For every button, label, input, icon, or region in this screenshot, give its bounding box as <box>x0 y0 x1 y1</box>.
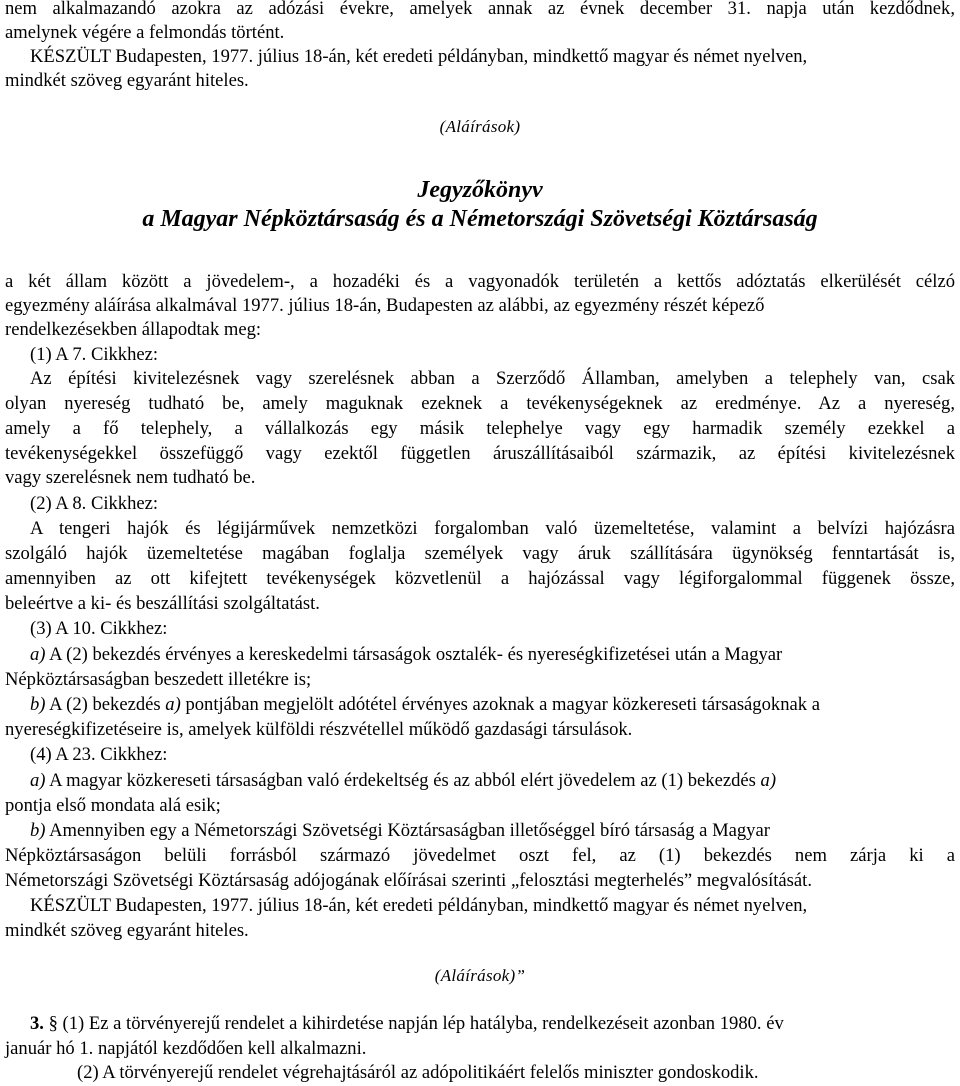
closing-line-1: KÉSZÜLT Budapesten, 1977. július 18-án, két eredeti példányban, mindkettő magyar és német nyelven, <box>30 895 808 916</box>
item-marker: b) <box>30 820 46 841</box>
paragraph-number: 3. <box>30 1013 44 1034</box>
section-1-line: olyan nyereség tudható be, amely maguknak ezeknek a tevékenységeknek az eredménye. Az a nyereség, <box>5 393 955 414</box>
section-4-b-line-3: Németországi Szövetségi Köztársaság adójogának előírásai szerinti „felosztási megterhelés” megvalósítását. <box>5 870 812 891</box>
section-3-paragraph-line-3: (2) A törvényerejű rendelet végrehajtásáról az adópolitikáért felelős miniszter gondoskodik. <box>77 1062 759 1083</box>
signatures-note: (Aláírások) <box>439 117 521 136</box>
section-1-line: tevékenységekkel összefüggő vagy ezektől független áruszállításaiból származik, az építési kivitelezésnek <box>5 443 955 464</box>
section-2-line: A tengeri hajók és légijárművek nemzetközi forgalomban való üzemeltetése, valamint a belvízi hajózásra <box>30 518 955 539</box>
section-2-line: szolgáló hajók üzemeltetése magában foglalja személyek vagy áruk szállítására ügynökség fenntartását is, <box>5 543 955 564</box>
section-3-a-line-2: Népköztársaságban beszedett illetékre is; <box>5 669 312 690</box>
intro-line-1: nem alkalmazandó azokra az adózási évekre, amelyek annak az évnek december 31. napja után kezdődnek, <box>5 0 955 19</box>
closing-line-2: mindkét szöveg egyaránt hiteles. <box>5 920 249 941</box>
intro-line-2: amelynek végére a felmondás történt. <box>5 22 285 43</box>
section-4-heading: (4) A 23. Cikkhez: <box>30 744 168 765</box>
item-reference: a) <box>165 694 181 715</box>
section-3-paragraph-line: 3. § (1) Ez a törvényerejű rendelet a kihirdetése napján lép hatályba, rendelkezéseit azonban 1980. év <box>30 1013 784 1034</box>
section-2-line: amennyiben az ott kifejtett tevékenységek közvetlenül a hajózással vagy légiforgalommal függenek össze, <box>5 568 955 589</box>
item-marker: a) <box>30 644 46 665</box>
protocol-paragraph-line: rendelkezésekben állapodtak meg: <box>5 319 262 340</box>
section-4-b-line: b) Amennyiben egy a Németországi Szövetségi Köztársaságban illetőséggel bíró társaság a Magyar <box>30 820 770 841</box>
intro-line-3: KÉSZÜLT Budapesten, 1977. július 18-án, két eredeti példányban, mindkettő magyar és német nyelven, <box>30 46 808 67</box>
item-marker: a) <box>30 770 46 791</box>
section-1-line: Az építési kivitelezésnek vagy szerelésnek abban a Szerződő Államban, amelyben a telephely van, csak <box>30 368 955 389</box>
section-4-a-line: a) A magyar közkereseti társaságban való érdekeltség és az abból elért jövedelem az (1) bekezdés a) <box>30 770 777 791</box>
section-1-heading: (1) A 7. Cikkhez: <box>30 344 159 365</box>
section-2-heading: (2) A 8. Cikkhez: <box>30 493 159 514</box>
intro-line-4: mindkét szöveg egyaránt hiteles. <box>5 70 249 91</box>
paragraph-sign: § <box>48 1013 58 1034</box>
signatures-note-end: (Aláírások)” <box>434 966 526 985</box>
section-1-line: amely a fő telephely, a vállalkozás egy másik telephelye vagy egy harmadik személy ezekkel a <box>5 418 955 439</box>
protocol-title: Jegyzőkönyv <box>417 177 543 203</box>
item-reference: a) <box>760 770 777 791</box>
section-3-b-line: b) A (2) bekezdés a) pontjában megjelölt adótétel érvényes azoknak a magyar közkereseti társaságoknak a <box>30 694 820 715</box>
protocol-subtitle: a Magyar Népköztársaság és a Németországi Szövetségi Köztársaság <box>142 206 818 232</box>
section-4-a-line-2: pontja első mondata alá esik; <box>5 795 221 816</box>
protocol-paragraph-line: a két állam között a jövedelem-, a hozadéki és a vagyonadók területén a kettős adóztatás elkerülését célzó <box>5 271 955 292</box>
section-4-b-line-2: Népköztársaságon belüli forrásból származó jövedelmet oszt fel, az (1) bekezdés nem zárja ki a <box>5 845 955 866</box>
section-2-line: beleértve a ki- és beszállítási szolgáltatást. <box>5 593 320 614</box>
section-3-paragraph-line-2: január hó 1. napjától kezdődően kell alkalmazni. <box>5 1038 367 1059</box>
section-3-b-line-2: nyereségkifizetéseire is, amelyek külföldi részvétellel működő gazdasági társulások. <box>5 719 633 740</box>
protocol-paragraph-line: egyezmény aláírása alkalmával 1977. július 18-án, Budapesten az alábbi, az egyezmény részét képező <box>5 295 765 316</box>
section-3-a-line: a) A (2) bekezdés érvényes a kereskedelmi társaságok osztalék- és nyereségkifizetései után a Magyar <box>30 644 783 665</box>
section-1-line: vagy szerelésnek nem tudható be. <box>5 467 256 488</box>
item-marker: b) <box>30 694 46 715</box>
section-3-heading: (3) A 10. Cikkhez: <box>30 618 168 639</box>
